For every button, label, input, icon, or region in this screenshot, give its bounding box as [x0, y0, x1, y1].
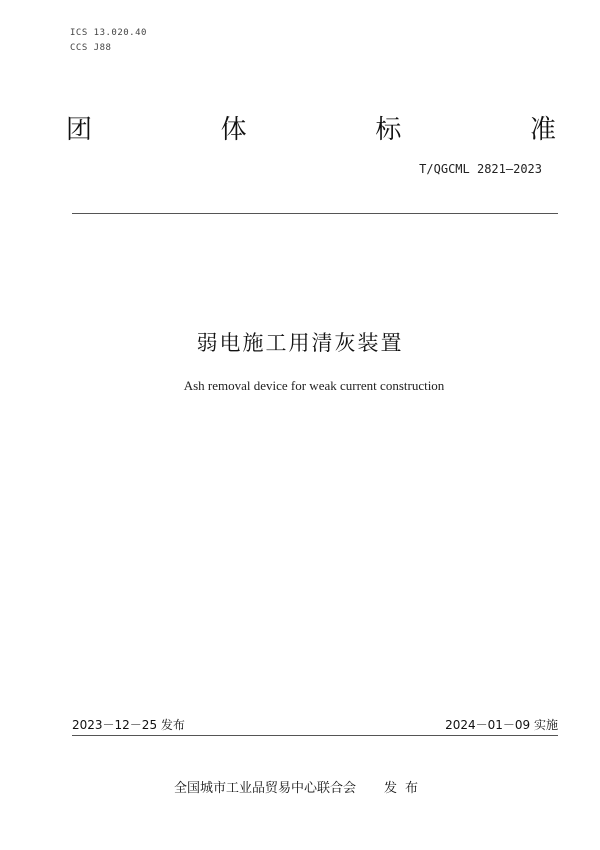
issue-date: 2023－12－25 发布: [72, 718, 185, 732]
standard-number: T/QGCML 2821—2023: [419, 162, 542, 176]
header-char-3: 标: [375, 115, 402, 145]
ics-code: ICS 13.020.40: [70, 28, 147, 38]
document-type-header: [66, 112, 556, 148]
ccs-code: CCS J88: [70, 43, 112, 53]
implementation-date: 2024－01－09 实施: [445, 718, 558, 732]
bottom-divider: [72, 735, 558, 736]
publish-label: 发布: [384, 781, 427, 796]
header-char-2: 体: [220, 115, 247, 145]
publisher-name: 全国城市工业品贸易中心联合会: [173, 781, 356, 796]
header-char-1: 团: [66, 115, 93, 145]
top-divider: [72, 213, 558, 214]
title-english: Ash removal device for weak current construction: [183, 378, 445, 393]
publisher-line: [0, 777, 600, 796]
header-char-4: 准: [529, 115, 556, 145]
title-chinese: 弱电施工用清灰装置: [196, 331, 404, 355]
